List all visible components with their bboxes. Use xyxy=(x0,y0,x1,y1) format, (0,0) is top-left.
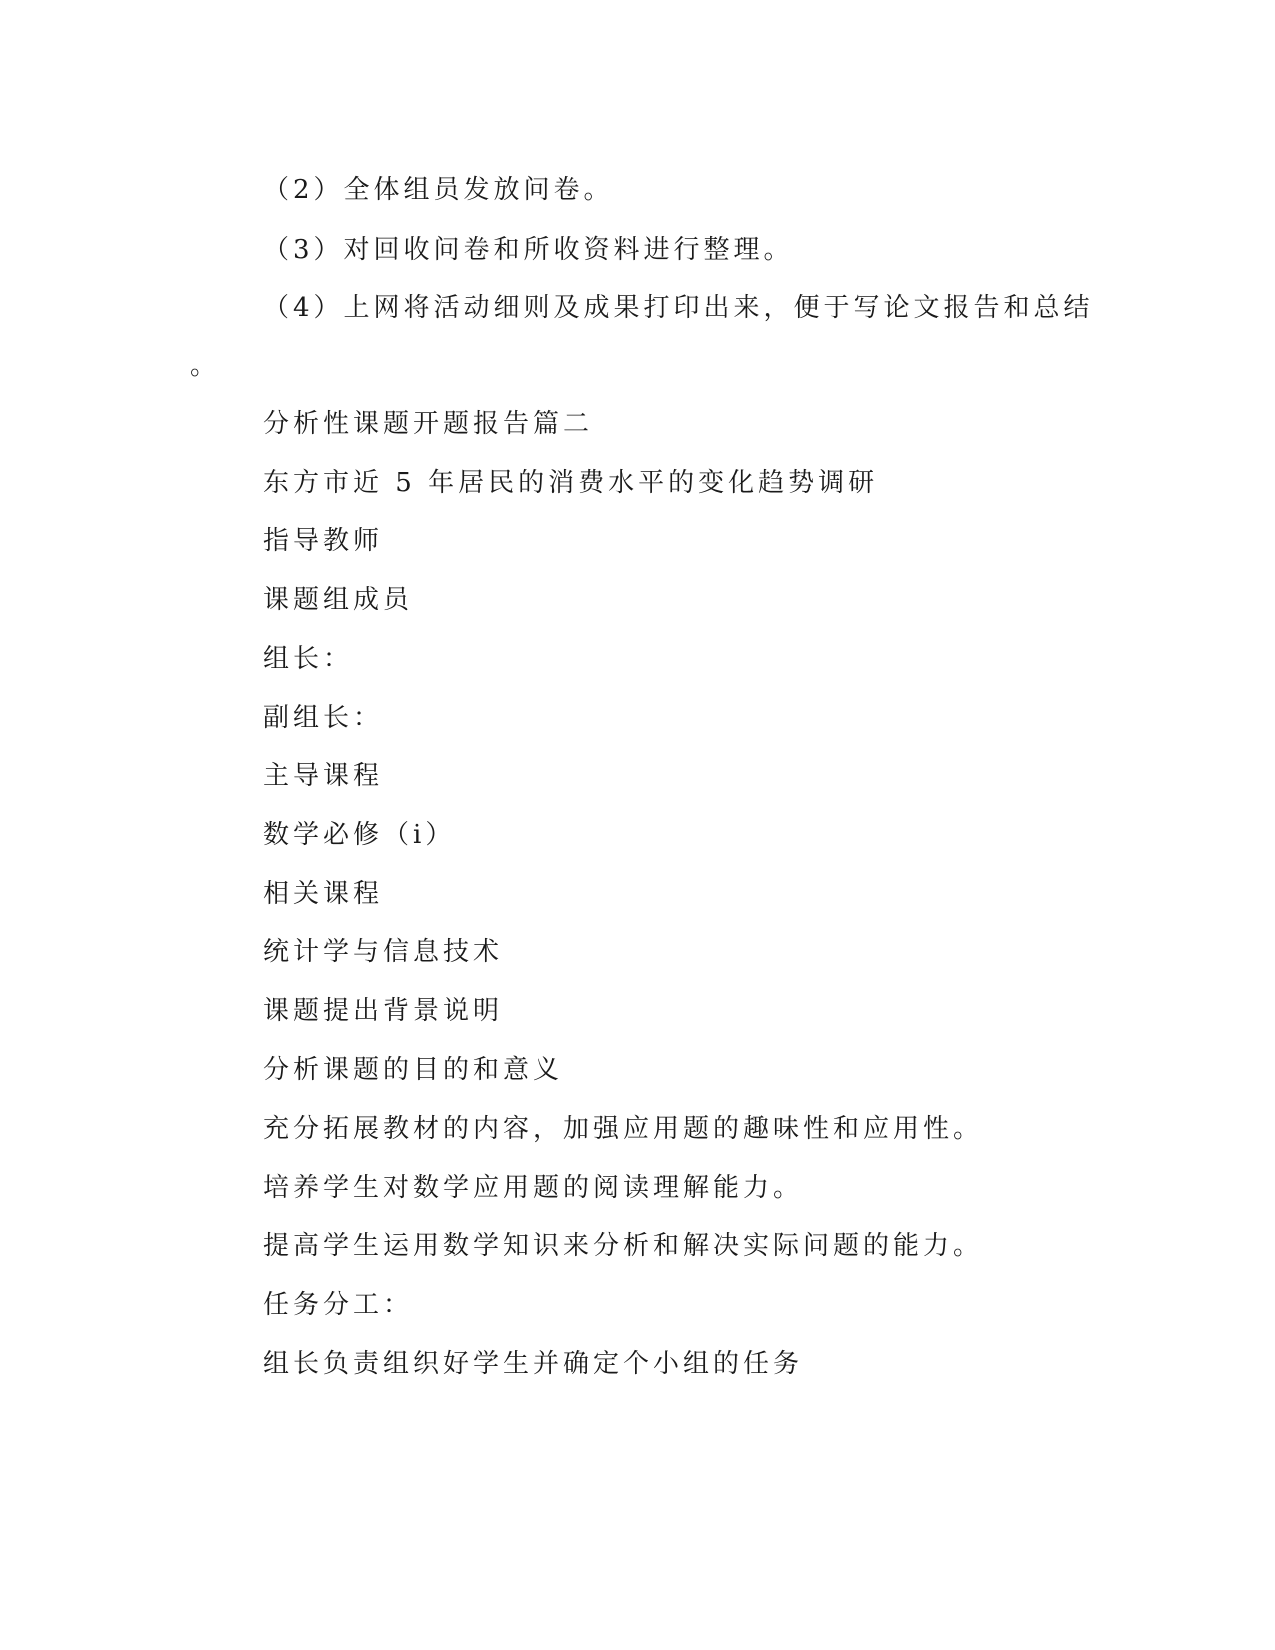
step-2-line: （2）全体组员发放问卷。 xyxy=(263,175,614,205)
step-3-line: （3）对回收问卷和所收资料进行整理。 xyxy=(263,235,794,265)
task-division-label: 任务分工： xyxy=(263,1290,414,1320)
purpose-item-3: 提高学生运用数学知识来分析和解决实际问题的能力。 xyxy=(263,1231,984,1261)
purpose-item-2: 培养学生对数学应用题的阅读理解能力。 xyxy=(263,1173,804,1203)
step-4-line: （4）上网将活动细则及成果打印出来，便于写论文报告和总结 xyxy=(263,293,1094,323)
step-4-period: 。 xyxy=(190,351,221,381)
background-label: 课题提出背景说明 xyxy=(263,996,504,1026)
advisor-label: 指导教师 xyxy=(263,526,384,556)
related-course-value: 统计学与信息技术 xyxy=(263,937,504,967)
main-course-label: 主导课程 xyxy=(263,761,384,791)
task-division-item-1: 组长负责组织好学生并确定个小组的任务 xyxy=(263,1349,804,1379)
members-label: 课题组成员 xyxy=(263,585,414,615)
leader-label: 组长： xyxy=(263,644,354,674)
purpose-label: 分析课题的目的和意义 xyxy=(263,1055,564,1085)
related-course-label: 相关课程 xyxy=(263,879,384,909)
purpose-item-1: 充分拓展教材的内容，加强应用题的趣味性和应用性。 xyxy=(263,1114,984,1144)
main-course-value: 数学必修（i） xyxy=(263,820,456,850)
vice-leader-label: 副组长： xyxy=(263,703,384,733)
research-title: 东方市近 5 年居民的消费水平的变化趋势调研 xyxy=(263,468,879,498)
section-heading: 分析性课题开题报告篇二 xyxy=(263,409,594,439)
